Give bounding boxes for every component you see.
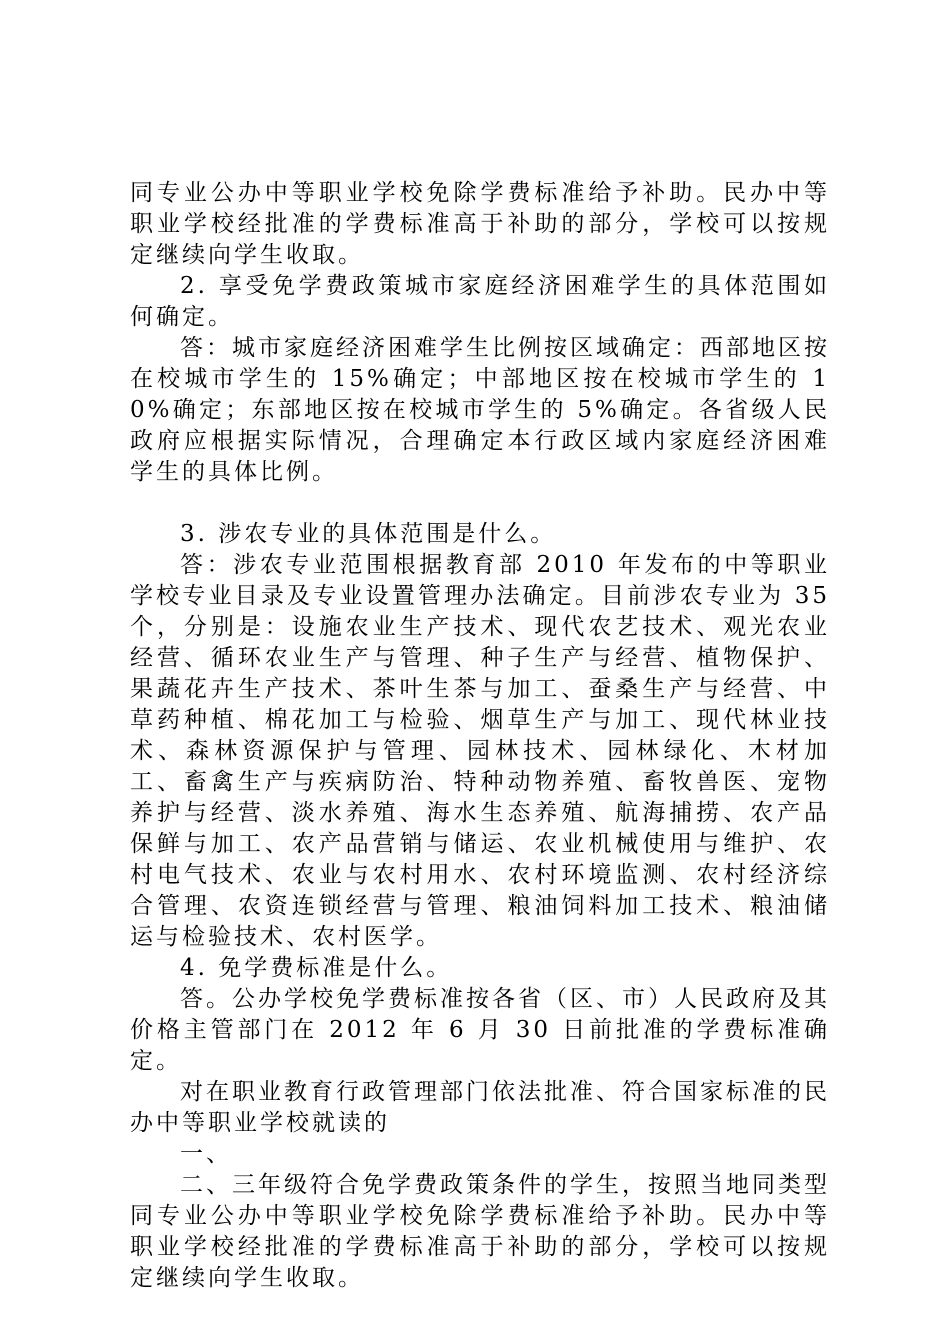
paragraph-grade-one: 一、 bbox=[180, 1141, 232, 1167]
question-2-heading: 2. 享受免学费政策城市家庭经济困难学生的具体范围如何确定。 bbox=[130, 273, 830, 330]
paragraph-continuation: 同专业公办中等职业学校免除学费标准给予补助。民办中等职业学校经批准的学费标准高于补助的部分，学校可以按规定继续向学生收取。 bbox=[130, 180, 830, 268]
question-3-heading: 3. 涉农专业的具体范围是什么。 bbox=[180, 521, 557, 547]
paragraph-grades-two-three: 二、三年级符合免学费政策条件的学生，按照当地同类型同专业公办中等职业学校免除学费标准给予补助。民办中等职业学校经批准的学费标准高于补助的部分，学校可以按规定继续向学生收取。 bbox=[130, 1172, 830, 1291]
paragraph-private-schools: 对在职业教育行政管理部门依法批准、符合国家标准的民办中等职业学校就读的 bbox=[130, 1079, 830, 1136]
document-body bbox=[130, 178, 830, 1294]
question-4-heading: 4. 免学费标准是什么。 bbox=[180, 955, 453, 981]
paragraph-gap bbox=[130, 488, 830, 519]
answer-3: 答：涉农专业范围根据教育部 2010 年发布的中等职业学校专业目录及专业设置管理办法确定。目前涉农专业为 35 个，分别是：设施农业生产技术、现代农艺技术、观光农业经营、循环农业生产与管理、种子生产与经营、植物保护、果蔬花卉生产技术、茶叶生茶与加工、蚕桑生产与经营、中草药种植、棉花加工与检验、烟草生产与加工、现代林业技术、森林资源保护与管理、园林技术、园林绿化、木材加工、畜禽生产与疾病防治、特种动物养殖、畜牧兽医、宠物养护与经营、淡水养殖、海水生态养殖、航海捕捞、农产品保鲜与加工、农产品营销与储运、农业机械使用与维护、农村电气技术、农业与农村用水、农村环境监测、农村经济综合管理、农资连锁经营与管理、粮油饲料加工技术、粮油储运与检验技术、农村医学。 bbox=[130, 552, 830, 950]
answer-2: 答：城市家庭经济困难学生比例按区域确定：西部地区按在校城市学生的 15%确定；中部地区按在校城市学生的 10%确定；东部地区按在校城市学生的 5%确定。各省级人民政府应根据实际情况，合理确定本行政区域内家庭经济困难学生的具体比例。 bbox=[130, 335, 830, 485]
answer-4: 答。公办学校免学费标准按各省（区、市）人民政府及其价格主管部门在 2012 年 6 月 30 日前批准的学费标准确定。 bbox=[130, 986, 830, 1074]
